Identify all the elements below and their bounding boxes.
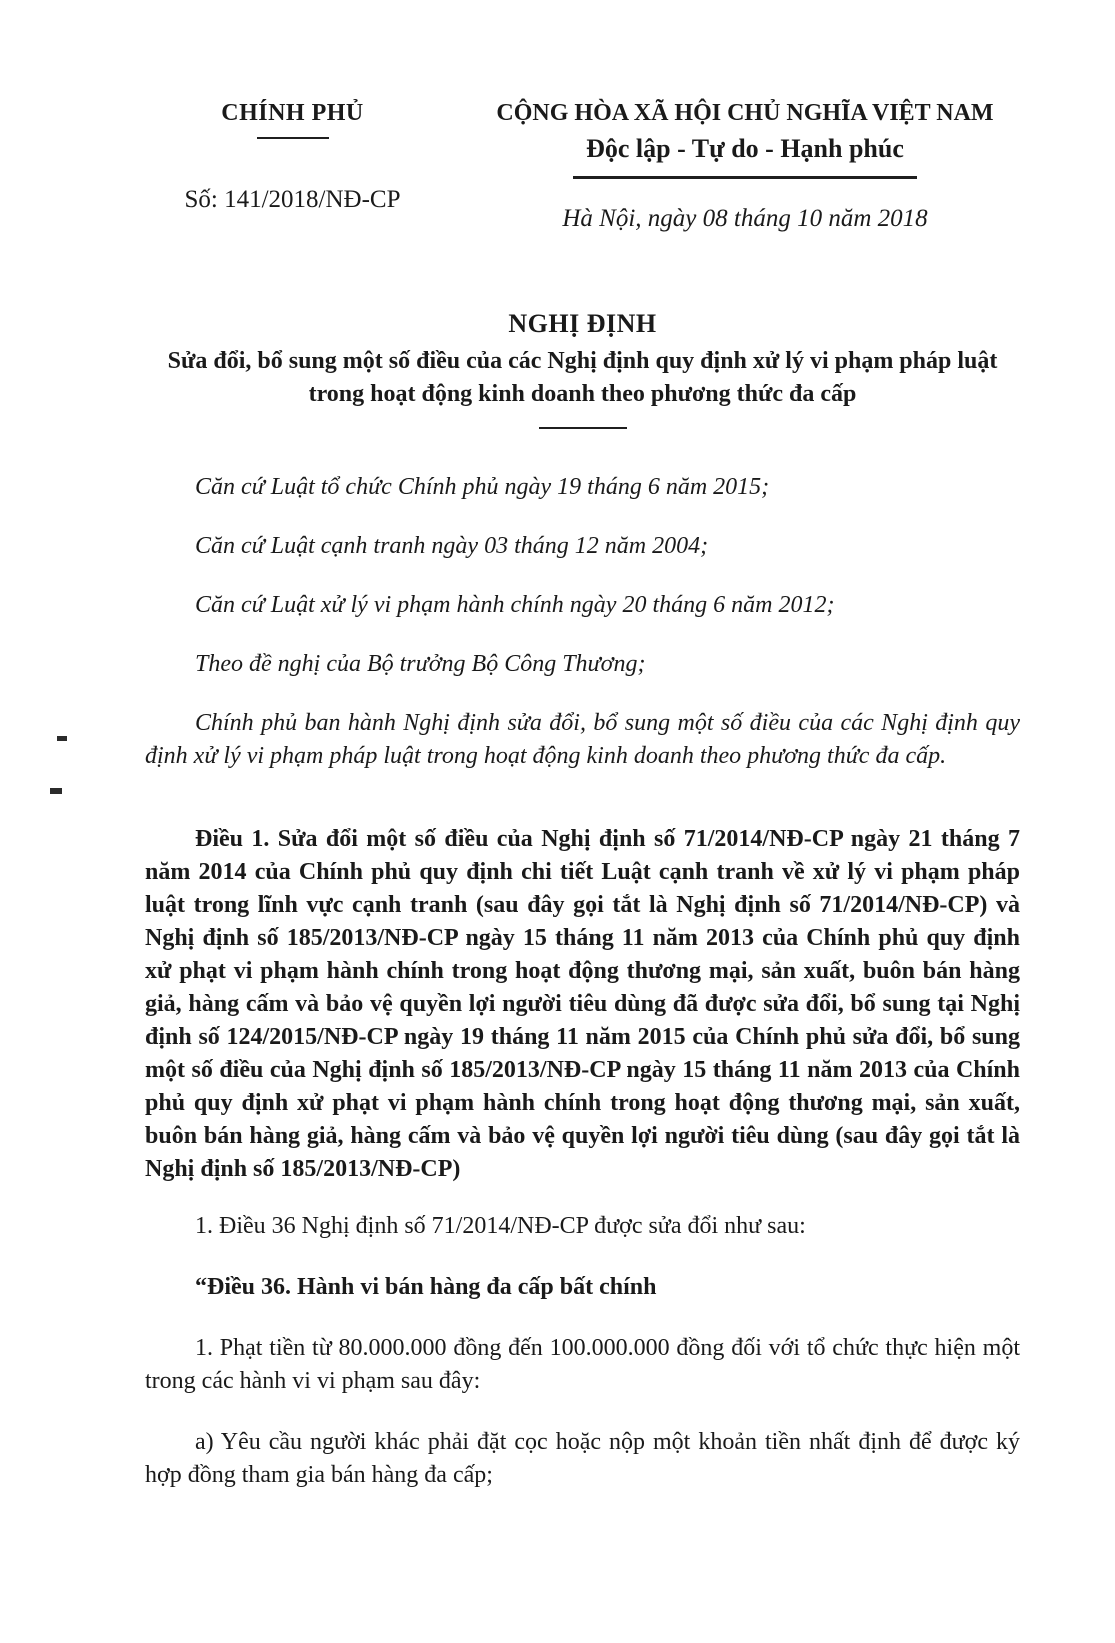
national-motto: Độc lập - Tự do - Hạnh phúc <box>586 134 904 163</box>
clause-1-amendment-intro: 1. Điều 36 Nghị định số 71/2014/NĐ-CP được sửa đổi như sau: <box>195 1213 806 1239</box>
article-36-heading: “Điều 36. Hành vi bán hàng đa cấp bất chính <box>195 1274 657 1300</box>
document-header <box>0 0 1115 235</box>
article-1-paragraph: Điều 1. Sửa đổi một số điều của Nghị định số 71/2014/NĐ-CP ngày 21 tháng 7 năm 2014 của Chính phủ quy định chi tiết Luật cạnh tranh về xử lý vi phạm pháp luật trong lĩnh vực cạnh tranh (sau đây gọi tắt là Nghị định số 71/2014/NĐ-CP) và Nghị định số 185/2013/NĐ-CP ngày 15 tháng 11 năm 2013 của Chính phủ quy định xử phạt vi phạm hành chính trong hoạt động thương mại, sản xuất, buôn bán hàng giả, hàng cấm và bảo vệ quyền lợi người tiêu dùng đã được sửa đổi, bổ sung tại Nghị định số 124/2015/NĐ-CP ngày 19 tháng 11 năm 2015 của Chính phủ sửa đổi, bổ sung một số điều của Nghị định số 185/2013/NĐ-CP ngày 15 tháng 11 năm 2013 của Chính phủ quy định xử phạt vi phạm hành chính trong hoạt động thương mại, sản xuất, buôn bán hàng giả, hàng cấm và bảo vệ quyền lợi người tiêu dùng (sau đây gọi tắt là Nghị định số 185/2013/NĐ-CP) <box>145 826 1020 1182</box>
national-name: CỘNG HÒA XÃ HỘI CHỦ NGHĨA VIỆT NAM <box>496 100 994 126</box>
document-number: Số: 141/2018/NĐ-CP <box>184 186 401 213</box>
clause-1-penalty: 1. Phạt tiền từ 80.000.000 đồng đến 100.000.000 đồng đối với tổ chức thực hiện một trong các hành vi vi phạm sau đây: <box>145 1335 1020 1394</box>
doc-type-title: NGHỊ ĐỊNH <box>508 309 657 338</box>
header-right-block <box>450 98 1040 235</box>
document-body <box>0 471 1115 1492</box>
scan-artifact-mark <box>50 788 62 794</box>
point-a-deposit-requirement: a) Yêu cầu người khác phải đặt cọc hoặc nộp một khoản tiền nhất định để được ký hợp đồng tham gia bán hàng đa cấp; <box>145 1429 1020 1488</box>
place-date-line: Hà Nội, ngày 08 tháng 10 năm 2018 <box>562 205 928 232</box>
title-block <box>0 307 1115 429</box>
recital-minister-proposal: Theo đề nghị của Bộ trưởng Bộ Công Thương; <box>195 651 646 677</box>
doc-subject-title: Sửa đổi, bổ sung một số điều của các Nghị định quy định xử lý vi phạm pháp luật trong hoạt động kinh doanh theo phương thức đa cấp <box>167 348 998 407</box>
recital-competition-law: Căn cứ Luật cạnh tranh ngày 03 tháng 12 năm 2004; <box>195 533 709 559</box>
recital-administrative-violations-law: Căn cứ Luật xử lý vi phạm hành chính ngày 20 tháng 6 năm 2012; <box>195 592 835 618</box>
recital-gov-organization-law: Căn cứ Luật tổ chức Chính phủ ngày 19 tháng 6 năm 2015; <box>195 474 770 500</box>
header-left-block <box>150 98 435 215</box>
issuing-authority: CHÍNH PHỦ <box>221 100 364 126</box>
enacting-clause: Chính phủ ban hành Nghị định sửa đổi, bổ sung một số điều của các Nghị định quy định xử lý vi phạm pháp luật trong hoạt động kinh doanh theo phương thức đa cấp. <box>145 710 1020 769</box>
motto-underline <box>573 176 917 179</box>
authority-underline <box>257 137 329 139</box>
title-underline <box>539 427 627 429</box>
scan-artifact-mark <box>57 736 67 741</box>
